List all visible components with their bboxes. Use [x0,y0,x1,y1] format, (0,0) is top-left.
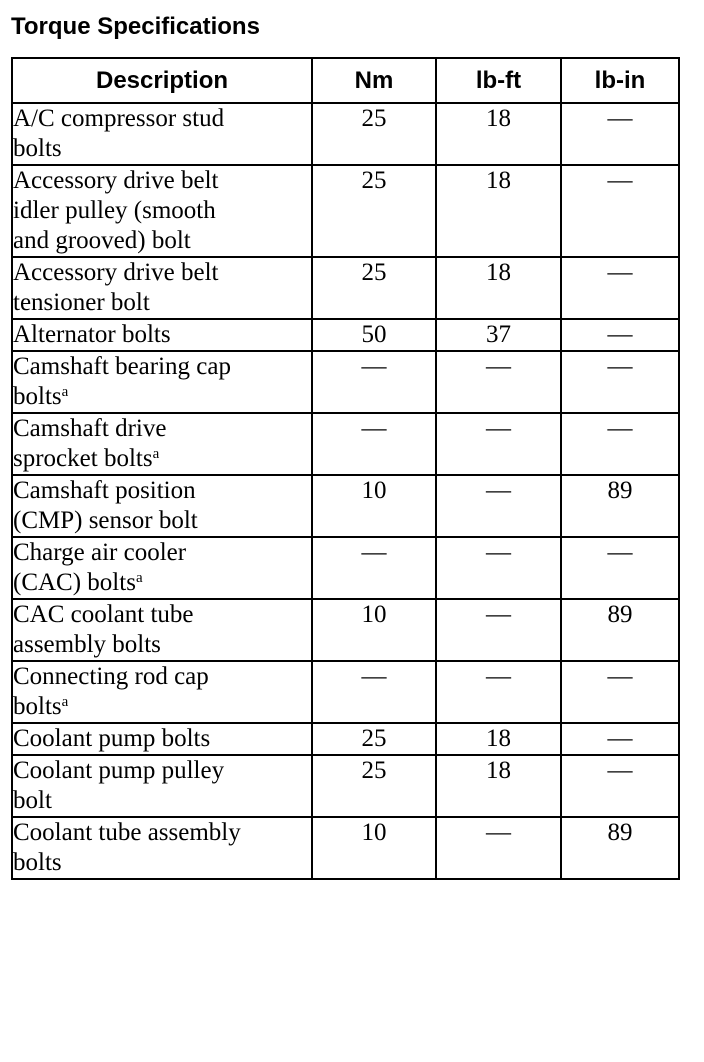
nm-cell: — [312,537,436,599]
description-text: Coolant pump bolts [13,725,211,752]
header-lbft: lb-ft [436,58,561,103]
lbin-cell: — [561,351,679,413]
lbft-cell: 18 [436,755,561,817]
description-cell [12,537,312,599]
lbft-cell: 18 [436,103,561,165]
description-text: Camshaft drive sprocket bolts [13,415,167,472]
description-text: Alternator bolts [13,321,171,348]
nm-cell: 25 [312,103,436,165]
footnote-marker: a [61,694,69,710]
nm-cell: 25 [312,257,436,319]
description-cell [12,755,312,817]
description-cell [12,723,312,755]
nm-cell: 50 [312,319,436,351]
lbft-cell: — [436,661,561,723]
lbin-cell: — [561,723,679,755]
table-row [12,165,679,257]
nm-cell: 25 [312,165,436,257]
page-title: Torque Specifications [11,13,260,40]
lbin-cell: — [561,165,679,257]
description-text: Coolant tube assembly bolts [13,819,241,876]
lbin-cell: 89 [561,817,679,879]
lbin-cell: — [561,319,679,351]
description-text: Accessory drive belt tensioner bolt [13,259,219,316]
description-text: Connecting rod cap bolts [13,663,209,720]
lbin-cell: — [561,661,679,723]
nm-cell: 10 [312,817,436,879]
description-text: Camshaft position (CMP) sensor bolt [13,477,198,534]
nm-cell: 25 [312,723,436,755]
description-text: Coolant pump pulley bolt [13,757,225,814]
description-cell [12,599,312,661]
table-header-row [12,58,679,103]
description-text: Camshaft bearing cap bolts [13,353,231,410]
description-text: Charge air cooler (CAC) bolts [13,539,187,596]
description-cell [12,351,312,413]
lbft-cell: — [436,599,561,661]
description-cell [12,475,312,537]
lbin-cell: 89 [561,475,679,537]
lbft-cell: — [436,537,561,599]
nm-cell: 25 [312,755,436,817]
description-cell [12,257,312,319]
header-description: Description [12,58,312,103]
nm-cell: — [312,351,436,413]
description-cell [12,661,312,723]
lbft-cell: 18 [436,165,561,257]
lbft-cell: 18 [436,257,561,319]
table-row [12,475,679,537]
table-row [12,351,679,413]
table-row [12,103,679,165]
table-row [12,257,679,319]
nm-cell: — [312,661,436,723]
description-text: Accessory drive belt idler pulley (smooth and grooved) bolt [13,167,219,254]
description-cell [12,817,312,879]
header-nm: Nm [312,58,436,103]
lbin-cell: — [561,537,679,599]
table-row [12,755,679,817]
lbft-cell: — [436,413,561,475]
table-row [12,723,679,755]
lbft-cell: 18 [436,723,561,755]
footnote-marker: a [152,446,160,462]
lbft-cell: — [436,475,561,537]
description-cell [12,319,312,351]
lbin-cell: — [561,755,679,817]
torque-spec-table [11,57,680,880]
table-row [12,537,679,599]
lbin-cell: — [561,103,679,165]
header-lbin: lb-in [561,58,679,103]
description-text: CAC coolant tube assembly bolts [13,601,194,658]
lbft-cell: 37 [436,319,561,351]
description-cell [12,165,312,257]
nm-cell: 10 [312,475,436,537]
lbin-cell: — [561,413,679,475]
description-text: A/C compressor stud bolts [13,105,225,162]
nm-cell: — [312,413,436,475]
nm-cell: 10 [312,599,436,661]
lbin-cell: 89 [561,599,679,661]
table-row [12,599,679,661]
lbin-cell: — [561,257,679,319]
table-row [12,661,679,723]
footnote-marker: a [135,570,143,586]
table-row [12,319,679,351]
footnote-marker: a [61,384,69,400]
lbft-cell: — [436,351,561,413]
description-cell [12,413,312,475]
table-row [12,413,679,475]
description-cell [12,103,312,165]
lbft-cell: — [436,817,561,879]
table-row [12,817,679,879]
